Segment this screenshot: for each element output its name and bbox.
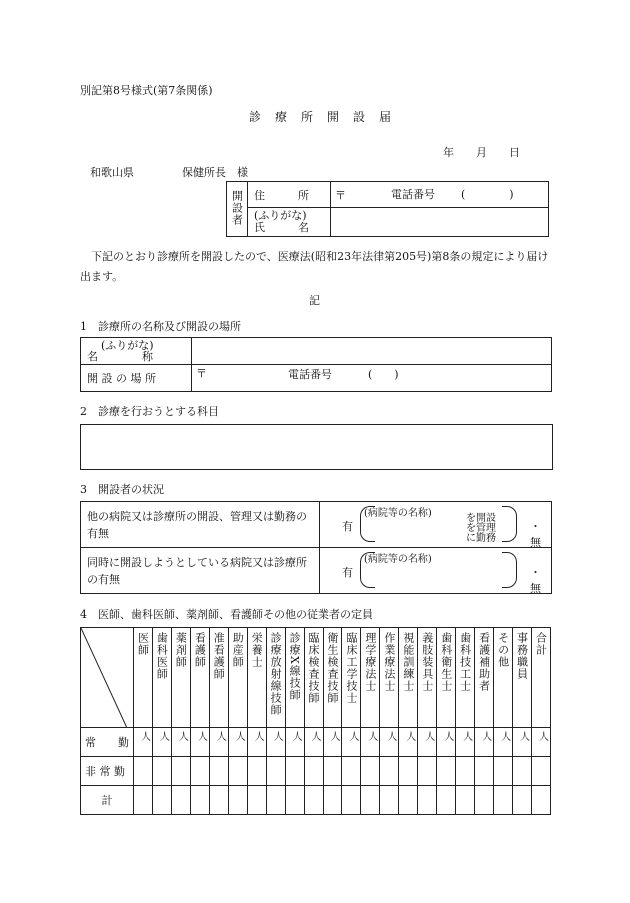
staff-count-cell[interactable] — [171, 786, 190, 815]
diagonal-line — [81, 628, 127, 728]
staff-count-cell[interactable] — [247, 786, 266, 815]
staff-col-label: その他 — [496, 632, 510, 668]
staff-count-cell[interactable] — [342, 786, 361, 815]
staff-col-label: 事務職員 — [515, 632, 529, 680]
staff-col-header — [285, 628, 304, 728]
staff-col-header — [304, 628, 323, 728]
staff-col-header — [437, 628, 456, 728]
form-number: 別記第8号様式(第7条関係) — [80, 84, 213, 97]
furigana-label: (ふりがな) — [254, 209, 307, 223]
staff-col-label: 栄養士 — [250, 632, 264, 668]
row1-options — [466, 514, 496, 544]
staff-count-cell[interactable]: 人 — [190, 728, 209, 757]
staff-count-cell[interactable]: 人 — [494, 728, 513, 757]
clinic-name-label-cell — [81, 338, 192, 365]
staff-count-cell[interactable]: 人 — [304, 728, 323, 757]
staff-col-header — [380, 628, 399, 728]
staff-count-cell[interactable] — [475, 786, 494, 815]
ki-label: 記 — [309, 294, 320, 307]
staff-count-cell[interactable] — [380, 786, 399, 815]
diagonal-corner-cell — [81, 628, 134, 728]
staff-count-cell[interactable] — [266, 757, 285, 786]
name-label: 氏 名 — [254, 221, 309, 235]
staff-col-label: 診療放射線技師 — [269, 632, 283, 716]
clinic-furigana-label: (ふりがな) — [101, 339, 154, 352]
staff-count-cell[interactable] — [437, 786, 456, 815]
staff-row-label: 常 勤 — [81, 728, 134, 757]
staff-count-cell[interactable] — [494, 786, 513, 815]
staff-count-cell[interactable] — [152, 757, 171, 786]
staff-count-cell[interactable]: 人 — [475, 728, 494, 757]
staff-col-header — [475, 628, 494, 728]
staff-count-cell[interactable] — [456, 757, 475, 786]
staff-count-cell[interactable]: 人 — [342, 728, 361, 757]
section1-heading: 1 診療所の名称及び開設の場所 — [80, 320, 241, 333]
clinic-name-field[interactable] — [192, 338, 552, 365]
staff-count-cell[interactable] — [134, 786, 153, 815]
clinic-postal-mark: 〒 — [196, 367, 207, 380]
postal-mark: 〒 — [335, 188, 346, 202]
row2-paren-label: (病院等の名称) — [364, 554, 432, 565]
status-row1-field[interactable] — [320, 502, 552, 548]
staff-count-cell[interactable] — [134, 757, 153, 786]
staff-col-header — [171, 628, 190, 728]
staff-count-cell[interactable] — [437, 757, 456, 786]
staff-col-label: 医師 — [136, 632, 150, 656]
staff-col-label: 臨床検査技師 — [307, 632, 321, 704]
staff-col-label: 合計 — [534, 632, 548, 656]
staff-col-label: 看護補助者 — [477, 632, 491, 692]
staff-count-cell[interactable]: 人 — [361, 728, 380, 757]
staff-count-cell[interactable]: 人 — [513, 728, 532, 757]
staff-count-cell[interactable] — [304, 757, 323, 786]
row2-right-paren — [502, 552, 517, 588]
staff-col-header — [456, 628, 475, 728]
staff-count-cell[interactable]: 人 — [456, 728, 475, 757]
staff-col-header — [418, 628, 437, 728]
staff-row-label: 計 — [81, 786, 134, 815]
intro-text: 下記のとおり診療所を開設したので、医療法(昭和23年法律第205号)第8条の規定により届け出ます。 — [80, 250, 549, 283]
staff-header-row — [81, 628, 551, 728]
phone-paren: ( ) — [461, 188, 514, 201]
status-row1-label: 他の病院又は診療所の開設、管理又は勤務の有無 — [81, 502, 320, 548]
staff-count-cell[interactable] — [342, 757, 361, 786]
row2-yes[interactable]: 有 — [342, 566, 353, 579]
staff-col-label: 歯科技工士 — [458, 632, 472, 692]
staff-row-label: 非 常 勤 — [81, 757, 134, 786]
staff-col-header — [228, 628, 247, 728]
staff-count-cell[interactable] — [209, 757, 228, 786]
staff-col-header — [342, 628, 361, 728]
staff-count-cell[interactable] — [532, 786, 551, 815]
staff-count-cell[interactable]: 人 — [171, 728, 190, 757]
staff-count-cell[interactable]: 人 — [418, 728, 437, 757]
addressee-prefecture: 和歌山県 — [90, 166, 134, 179]
staff-count-cell[interactable] — [285, 786, 304, 815]
applicant-table — [226, 181, 549, 237]
staff-col-label: 薬剤師 — [174, 632, 188, 668]
page-title: 診療所開設届 — [249, 110, 406, 124]
staff-count-cell[interactable]: 人 — [380, 728, 399, 757]
staff-count-cell[interactable]: 人 — [285, 728, 304, 757]
status-row2-field[interactable] — [320, 548, 552, 594]
staff-count-cell[interactable] — [152, 786, 171, 815]
staff-count-cell[interactable] — [171, 757, 190, 786]
staff-count-cell[interactable]: 人 — [266, 728, 285, 757]
staff-count-cell[interactable] — [361, 786, 380, 815]
applicant-label: 開設者 — [230, 189, 244, 226]
staff-col-header — [532, 628, 551, 728]
row1-no[interactable]: ・無 — [530, 520, 541, 549]
clinic-phone-label: 電話番号 — [288, 368, 332, 381]
clinic-phone-paren: ( ) — [368, 368, 399, 381]
staff-col-label: 理学療法士 — [363, 632, 377, 692]
staff-count-cell[interactable] — [285, 757, 304, 786]
row1-yes[interactable]: 有 — [342, 520, 353, 533]
row2-no[interactable]: ・無 — [530, 566, 541, 595]
status-row2-label: 同時に開設しようとしている病院又は診療所の有無 — [81, 548, 320, 594]
staff-col-header — [399, 628, 418, 728]
staff-count-cell[interactable] — [323, 757, 342, 786]
staff-count-cell[interactable] — [190, 786, 209, 815]
staff-col-header — [266, 628, 285, 728]
name-label-cell — [248, 208, 331, 237]
staff-count-cell[interactable]: 人 — [134, 728, 153, 757]
staff-count-cell[interactable] — [209, 786, 228, 815]
staff-count-cell[interactable] — [304, 786, 323, 815]
clinic-name-label: 名 称 — [87, 350, 153, 363]
staff-row — [81, 728, 551, 757]
staff-col-header — [361, 628, 380, 728]
staff-col-header — [323, 628, 342, 728]
staff-col-header — [152, 628, 171, 728]
status-table — [80, 501, 552, 594]
clinic-place-label: 開 設 の 場 所 — [81, 365, 192, 392]
phone-label: 電話番号 — [391, 188, 435, 201]
row1-option-open[interactable]: を開設 — [466, 513, 496, 524]
staff-count-cell[interactable] — [266, 786, 285, 815]
addressee-office: 保健所長 様 — [182, 166, 248, 179]
staff-count-cell[interactable] — [399, 757, 418, 786]
staff-count-cell[interactable] — [456, 786, 475, 815]
staff-col-label: 視能訓練士 — [401, 632, 415, 692]
staff-count-cell[interactable]: 人 — [247, 728, 266, 757]
staff-count-cell[interactable] — [247, 757, 266, 786]
section3-heading: 3 開設者の状況 — [80, 483, 164, 496]
staff-row — [81, 786, 551, 815]
date-field[interactable]: 年 月 日 — [443, 146, 520, 159]
staff-count-cell[interactable] — [494, 757, 513, 786]
staff-col-header — [190, 628, 209, 728]
staff-col-label: 臨床工学技士 — [344, 632, 358, 704]
staff-col-label: 衛生検査技師 — [326, 632, 339, 704]
clinic-place-field[interactable] — [192, 365, 552, 392]
staff-count-cell[interactable]: 人 — [152, 728, 171, 757]
staff-col-header — [134, 628, 153, 728]
row1-paren-label: (病院等の名称) — [364, 508, 432, 519]
staff-table — [80, 627, 551, 815]
row1-option-work[interactable]: に勤務 — [466, 533, 496, 544]
staff-count-cell[interactable] — [532, 757, 551, 786]
staff-count-cell[interactable]: 人 — [399, 728, 418, 757]
row1-right-paren — [502, 506, 517, 542]
staff-count-cell[interactable] — [418, 757, 437, 786]
staff-col-label: 歯科衛生士 — [439, 632, 453, 692]
staff-count-cell[interactable] — [228, 757, 247, 786]
staff-col-label: 作業療法士 — [382, 632, 396, 692]
staff-col-header — [209, 628, 228, 728]
staff-col-label: 義肢装具士 — [420, 632, 434, 692]
staff-col-label: 診療X線技師 — [288, 632, 302, 701]
staff-count-cell[interactable] — [418, 786, 437, 815]
section4-heading: 4 医師、歯科医師、薬剤師、看護師その他の従業者の定員 — [80, 608, 373, 621]
staff-count-cell[interactable] — [399, 786, 418, 815]
applicant-label-cell — [227, 182, 248, 237]
staff-col-header — [247, 628, 266, 728]
clinic-table — [80, 337, 552, 392]
staff-count-cell[interactable] — [513, 786, 532, 815]
staff-row — [81, 757, 551, 786]
address-label: 住 所 — [248, 182, 331, 208]
row1-option-manage[interactable]: を管理 — [466, 523, 496, 534]
staff-count-cell[interactable] — [475, 757, 494, 786]
staff-count-cell[interactable] — [190, 757, 209, 786]
staff-col-header — [494, 628, 513, 728]
staff-col-label: 助産師 — [231, 632, 245, 668]
subjects-field[interactable] — [80, 424, 553, 470]
staff-count-cell[interactable] — [513, 757, 532, 786]
staff-count-cell[interactable] — [380, 757, 399, 786]
address-field[interactable] — [331, 182, 549, 208]
staff-count-cell[interactable] — [228, 786, 247, 815]
staff-count-cell[interactable]: 人 — [209, 728, 228, 757]
staff-count-cell[interactable]: 人 — [437, 728, 456, 757]
section2-heading: 2 診療を行おうとする科目 — [80, 405, 219, 418]
staff-col-header — [513, 628, 532, 728]
staff-col-label: 歯科医師 — [155, 632, 169, 680]
staff-count-cell[interactable] — [323, 786, 342, 815]
staff-count-cell[interactable]: 人 — [532, 728, 551, 757]
staff-col-label: 看護師 — [193, 632, 207, 668]
staff-count-cell[interactable] — [361, 757, 380, 786]
staff-count-cell[interactable]: 人 — [323, 728, 342, 757]
staff-count-cell[interactable]: 人 — [228, 728, 247, 757]
name-field[interactable] — [331, 208, 549, 237]
staff-col-label: 准看護師 — [212, 632, 226, 680]
